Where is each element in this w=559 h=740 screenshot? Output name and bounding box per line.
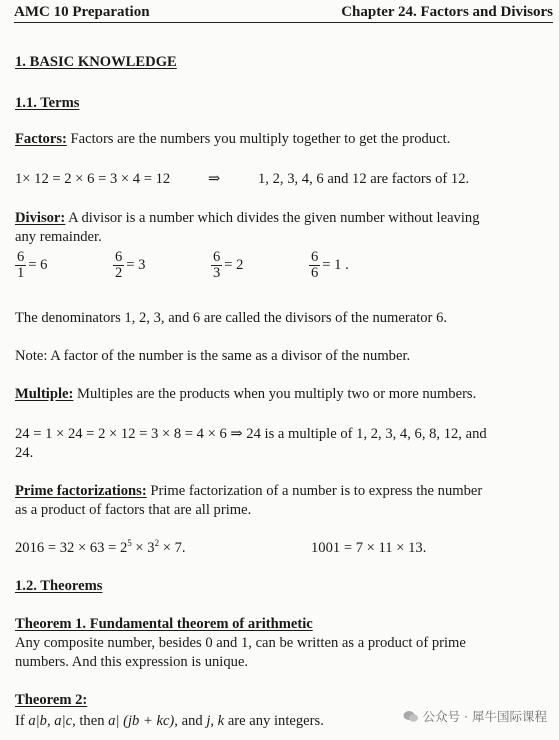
fraction-1-result: = 6 bbox=[28, 257, 48, 274]
fraction-3-numerator: 6 bbox=[213, 249, 221, 265]
fraction-4-result: = 1 . bbox=[322, 257, 349, 274]
denominators-note: The denominators 1, 2, 3, and 6 are called the divisors of the numerator 6. bbox=[15, 310, 448, 326]
fraction-1-denominator: 1 bbox=[17, 265, 25, 282]
theorem-2-a-divides-c: a|c bbox=[54, 713, 73, 729]
prime-example-2016 bbox=[15, 540, 186, 557]
fraction-4-denominator: 6 bbox=[311, 265, 319, 282]
fraction-example-2 bbox=[113, 250, 145, 282]
factors-definition bbox=[15, 131, 450, 148]
prime-example-2016-part-b: × 3 bbox=[131, 540, 155, 556]
exponent-2: 2 bbox=[154, 538, 160, 548]
multiple-text: Multiples are the products when you multiply two or more numbers. bbox=[73, 386, 477, 402]
exponent-5: 5 bbox=[127, 538, 132, 548]
theorem-2-comma: , bbox=[46, 713, 55, 729]
divisor-text-line2: any remainder. bbox=[15, 229, 102, 245]
factors-example-left: 1× 12 = 2 × 6 = 3 × 4 = 12 bbox=[15, 171, 171, 187]
theorem-2-text-integers: are any integers. bbox=[224, 713, 324, 729]
prime-example-2016-part-c: × 7. bbox=[159, 540, 186, 556]
theorem-1-text: Any composite number, besides 0 and 1, can be written as a product of prime bbox=[15, 635, 466, 651]
header-left-title: AMC 10 Preparation bbox=[14, 4, 150, 20]
prime-factorization-text-line2: as a product of factors that are all prime. bbox=[15, 502, 252, 518]
theorem-2-expression: a| (jb + kc) bbox=[108, 713, 175, 729]
factors-text: Factors are the numbers you multiply together to get the product. bbox=[66, 131, 451, 147]
chat-bubble-icon bbox=[403, 710, 419, 723]
divisor-definition bbox=[15, 209, 550, 247]
implies-arrow: ⇒ bbox=[208, 171, 221, 187]
section-basic-knowledge-heading: 1. BASIC KNOWLEDGE bbox=[15, 54, 177, 70]
multiple-example bbox=[15, 425, 550, 463]
multiple-label: Multiple: bbox=[15, 386, 74, 402]
theorem-1-block bbox=[15, 615, 550, 672]
multiple-example-line2: 24. bbox=[15, 445, 34, 461]
multiple-definition bbox=[15, 386, 476, 403]
divisor-label: Divisor: bbox=[15, 210, 66, 226]
prime-factorization-label: Prime factorizations: bbox=[15, 483, 147, 499]
theorem-2-statement bbox=[15, 713, 324, 730]
prime-example-2016-part-a: 2016 = 32 × 63 = 2 bbox=[15, 540, 128, 556]
multiple-example-line1: 24 = 1 × 24 = 2 × 12 = 3 × 8 = 4 × 6 ⇒ 24 is a multiple of 1, 2, 3, 4, 6, 8, 12, and bbox=[15, 426, 487, 442]
theorem-1-title: Theorem 1. Fundamental theorem of arithmetic bbox=[15, 616, 313, 632]
fraction-2-denominator: 2 bbox=[115, 265, 123, 282]
header-rule bbox=[14, 22, 553, 23]
fraction-1-numerator: 6 bbox=[17, 249, 25, 265]
terms-heading: 1.1. Terms bbox=[15, 95, 80, 111]
theorem-2-text-if: If bbox=[15, 713, 29, 729]
theorems-heading: 1.2. Theorems bbox=[15, 578, 103, 594]
factors-label: Factors: bbox=[15, 131, 67, 147]
theorem-2-title: Theorem 2: bbox=[15, 692, 88, 708]
theorem-2-a-divides-b: a|b bbox=[28, 713, 47, 729]
fraction-4-numerator: 6 bbox=[311, 249, 319, 265]
theorem-2-text-then: , then bbox=[72, 713, 109, 729]
fraction-3-result: = 2 bbox=[224, 257, 244, 274]
fraction-example-3 bbox=[211, 250, 243, 282]
divisor-text: A divisor is a number which divides the given number without leaving bbox=[65, 210, 480, 226]
watermark-text: 公众号 · 犀牛国际课程 bbox=[422, 709, 547, 724]
fraction-3-denominator: 3 bbox=[213, 265, 221, 282]
factors-example-right: 1, 2, 3, 4, 6 and 12 are factors of 12. bbox=[258, 171, 470, 187]
fraction-example-4 bbox=[309, 250, 349, 282]
prime-factorization-text: Prime factorization of a number is to express the number bbox=[146, 483, 483, 499]
theorem-2-variables: j, k bbox=[206, 713, 225, 729]
fraction-2-numerator: 6 bbox=[115, 249, 123, 265]
watermark bbox=[403, 707, 547, 725]
header-right-title: Chapter 24. Factors and Divisors bbox=[341, 4, 553, 20]
theorem-2-text-and: , and bbox=[174, 713, 207, 729]
fraction-2-result: = 3 bbox=[126, 257, 146, 274]
prime-factorization-definition bbox=[15, 482, 550, 520]
fraction-example-1 bbox=[15, 250, 47, 282]
factor-divisor-note: Note: A factor of the number is the same as a divisor of the number. bbox=[15, 348, 411, 364]
theorem-1-text-line2: numbers. And this expression is unique. bbox=[15, 654, 249, 670]
prime-example-1001: 1001 = 7 × 11 × 13. bbox=[311, 540, 427, 556]
